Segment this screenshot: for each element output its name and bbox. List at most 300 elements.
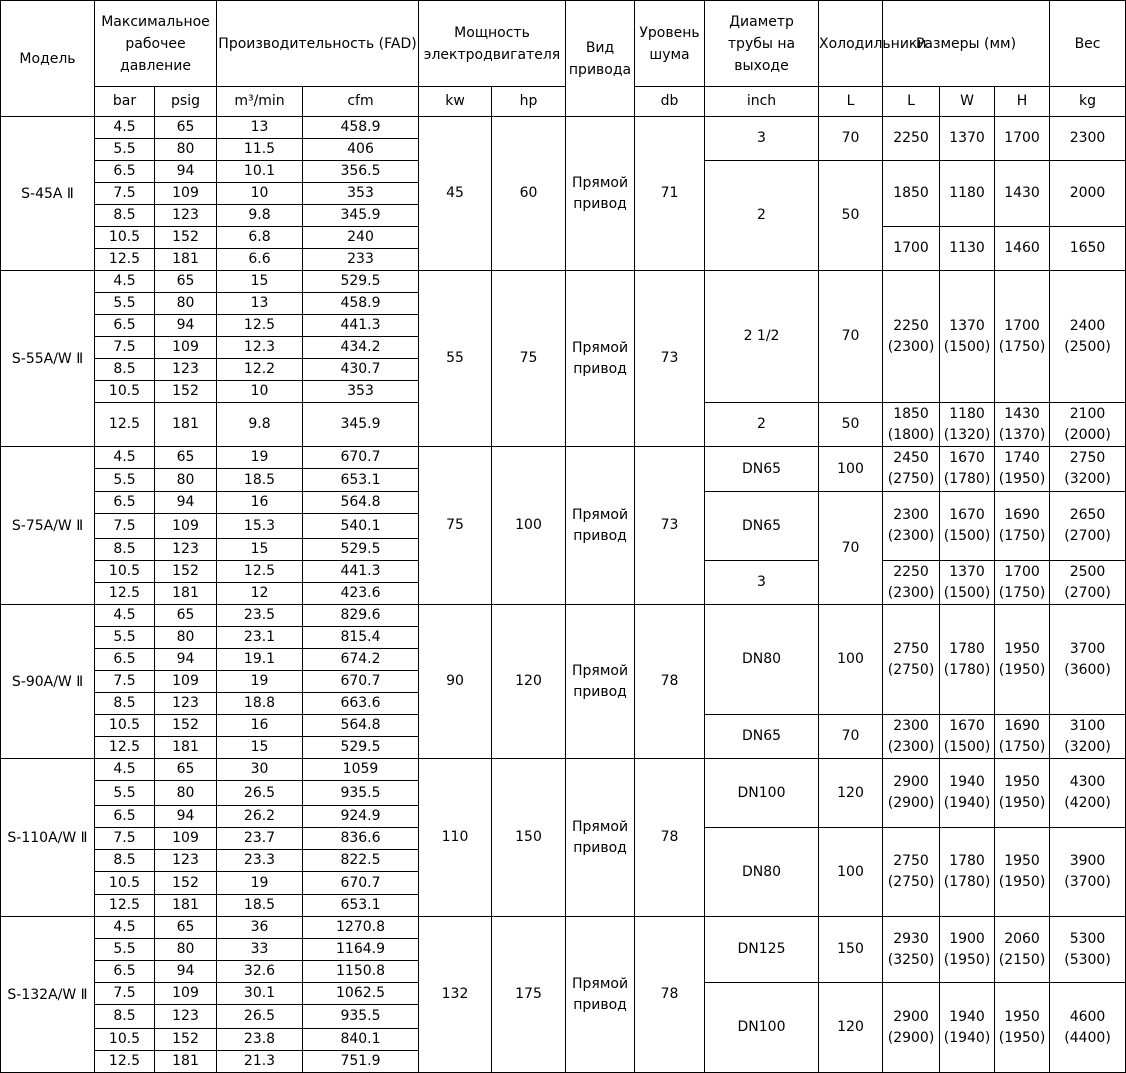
weight-kg-line: (4400) <box>1064 1029 1111 1046</box>
dim-length-line: 2900 <box>893 774 929 790</box>
fad-cfm: 836.6 <box>303 828 419 850</box>
pressure-bar: 4.5 <box>95 917 155 939</box>
fad-m3min: 26.5 <box>217 781 303 806</box>
pressure-psig: 123 <box>155 539 217 561</box>
pressure-bar: 4.5 <box>95 447 155 469</box>
dim-width <box>940 917 995 983</box>
pressure-bar: 12.5 <box>95 737 155 759</box>
pressure-bar: 5.5 <box>95 781 155 806</box>
header-coolers: Холодильники <box>819 1 883 87</box>
model-name: S-110A/W Ⅱ <box>1 759 95 917</box>
header-noise: Уровень шума <box>635 1 705 87</box>
dim-width-line: (1500) <box>943 338 991 355</box>
outlet-pipe: DN80 <box>705 828 819 917</box>
fad-m3min: 19 <box>217 447 303 469</box>
pressure-psig: 80 <box>155 627 217 649</box>
pressure-psig: 94 <box>155 315 217 337</box>
fad-m3min: 15 <box>217 271 303 293</box>
pressure-psig: 65 <box>155 117 217 139</box>
fad-m3min: 15.3 <box>217 514 303 539</box>
table-row <box>1 605 1126 627</box>
fad-cfm: 458.9 <box>303 117 419 139</box>
pressure-psig: 152 <box>155 381 217 403</box>
pressure-bar: 6.5 <box>95 961 155 983</box>
fad-cfm: 529.5 <box>303 271 419 293</box>
dim-height <box>995 759 1050 828</box>
pressure-psig: 123 <box>155 1005 217 1029</box>
dim-width-line: (1500) <box>943 738 991 755</box>
outlet-pipe: 3 <box>705 561 819 605</box>
unit-kg: kg <box>1050 87 1126 117</box>
weight-kg <box>1050 561 1126 605</box>
unit-cfm: cfm <box>303 87 419 117</box>
unit-length: L <box>883 87 940 117</box>
dim-height <box>995 917 1050 983</box>
cooler-volume: 50 <box>819 161 883 271</box>
noise-db: 71 <box>635 117 705 271</box>
fad-m3min: 30 <box>217 759 303 781</box>
pressure-psig: 80 <box>155 139 217 161</box>
cooler-volume: 70 <box>819 271 883 403</box>
cooler-volume: 120 <box>819 759 883 828</box>
pressure-psig: 123 <box>155 693 217 715</box>
fad-m3min: 9.8 <box>217 403 303 447</box>
dim-length <box>883 605 940 715</box>
dim-width-line: 1670 <box>949 450 985 466</box>
pressure-bar: 7.5 <box>95 983 155 1005</box>
weight-kg-line: 4300 <box>1069 774 1106 790</box>
fad-cfm: 935.5 <box>303 1005 419 1029</box>
dim-width <box>940 227 995 271</box>
pressure-psig: 109 <box>155 983 217 1005</box>
dim-height-line: 2060 <box>1004 930 1040 947</box>
fad-cfm: 353 <box>303 183 419 205</box>
fad-cfm: 670.7 <box>303 872 419 895</box>
motor-kw: 45 <box>419 117 492 271</box>
fad-cfm: 1150.8 <box>303 961 419 983</box>
noise-db: 78 <box>635 917 705 1073</box>
dim-length-line: 1850 <box>893 185 929 201</box>
fad-m3min: 23.5 <box>217 605 303 627</box>
pressure-psig: 152 <box>155 227 217 249</box>
fad-cfm: 356.5 <box>303 161 419 183</box>
dim-width-line: 1670 <box>949 717 985 734</box>
model-name: S-55A/W Ⅱ <box>1 271 95 447</box>
unit-psig: psig <box>155 87 217 117</box>
pressure-bar: 10.5 <box>95 561 155 583</box>
dim-width <box>940 492 995 561</box>
weight-kg <box>1050 161 1126 227</box>
pressure-bar: 8.5 <box>95 693 155 715</box>
weight-kg-line: 5300 <box>1069 930 1106 947</box>
table-row <box>1 117 1126 139</box>
dim-height-line: 1430 <box>1004 185 1040 201</box>
weight-kg-line: (3200) <box>1064 738 1111 755</box>
dim-width <box>940 828 995 917</box>
dim-height-line: 1950 <box>1004 853 1040 869</box>
dim-width <box>940 447 995 492</box>
weight-kg-line: 4600 <box>1069 1008 1106 1025</box>
pressure-bar: 5.5 <box>95 293 155 315</box>
weight-kg-line: (2700) <box>1064 528 1111 544</box>
fad-cfm: 441.3 <box>303 315 419 337</box>
motor-kw: 132 <box>419 917 492 1073</box>
weight-kg-line: 2000 <box>1069 185 1106 201</box>
cooler-volume: 120 <box>819 983 883 1073</box>
dim-width-line: 1370 <box>949 317 985 334</box>
weight-kg-line: 2300 <box>1069 130 1106 146</box>
pressure-psig: 80 <box>155 293 217 315</box>
pressure-psig: 94 <box>155 161 217 183</box>
pressure-bar: 8.5 <box>95 205 155 227</box>
pressure-psig: 80 <box>155 939 217 961</box>
dim-length-line: 2250 <box>893 563 929 580</box>
pressure-bar: 4.5 <box>95 759 155 781</box>
pressure-bar: 8.5 <box>95 359 155 381</box>
dim-length-line: 1700 <box>893 240 929 256</box>
fad-cfm: 674.2 <box>303 649 419 671</box>
header-power: Мощность электродвигателя <box>419 1 566 87</box>
weight-kg-line: (3700) <box>1064 874 1111 890</box>
outlet-pipe: 3 <box>705 117 819 161</box>
motor-kw: 110 <box>419 759 492 917</box>
dim-height-line: (1950) <box>998 661 1046 678</box>
outlet-pipe: 2 1/2 <box>705 271 819 403</box>
dim-height-line: 1690 <box>1004 507 1040 523</box>
pressure-psig: 94 <box>155 492 217 514</box>
pressure-bar: 7.5 <box>95 671 155 693</box>
fad-m3min: 18.5 <box>217 469 303 492</box>
fad-m3min: 16 <box>217 492 303 514</box>
drive-type: Прямой привод <box>566 917 635 1073</box>
dim-length-line: 2250 <box>893 130 929 146</box>
dim-height <box>995 715 1050 759</box>
pressure-psig: 109 <box>155 671 217 693</box>
weight-kg <box>1050 227 1126 271</box>
dim-height <box>995 161 1050 227</box>
outlet-pipe: DN80 <box>705 605 819 715</box>
fad-m3min: 6.8 <box>217 227 303 249</box>
fad-m3min: 10.1 <box>217 161 303 183</box>
fad-m3min: 23.1 <box>217 627 303 649</box>
fad-m3min: 33 <box>217 939 303 961</box>
dim-length <box>883 917 940 983</box>
dim-length-line: (2300) <box>887 738 935 755</box>
fad-cfm: 935.5 <box>303 781 419 806</box>
pressure-psig: 65 <box>155 605 217 627</box>
unit-hp: hp <box>492 87 566 117</box>
dim-height-line: 1430 <box>1004 405 1040 422</box>
dim-length-line: (2900) <box>887 1029 935 1046</box>
drive-type: Прямой привод <box>566 271 635 447</box>
cooler-volume: 100 <box>819 828 883 917</box>
fad-m3min: 12 <box>217 583 303 605</box>
fad-cfm: 924.9 <box>303 806 419 828</box>
weight-kg-line: 2650 <box>1069 507 1106 523</box>
pressure-psig: 109 <box>155 828 217 850</box>
dim-length <box>883 227 940 271</box>
pressure-bar: 6.5 <box>95 492 155 514</box>
pressure-psig: 109 <box>155 337 217 359</box>
pressure-bar: 6.5 <box>95 806 155 828</box>
pressure-bar: 10.5 <box>95 227 155 249</box>
pressure-bar: 4.5 <box>95 117 155 139</box>
dim-length-line: 2450 <box>893 450 929 466</box>
fad-m3min: 9.8 <box>217 205 303 227</box>
fad-cfm: 233 <box>303 249 419 271</box>
dim-height <box>995 447 1050 492</box>
fad-m3min: 13 <box>217 117 303 139</box>
fad-m3min: 36 <box>217 917 303 939</box>
weight-kg <box>1050 117 1126 161</box>
dim-height-line: 1950 <box>1004 774 1040 790</box>
fad-cfm: 1062.5 <box>303 983 419 1005</box>
dim-height-line: (1750) <box>998 528 1046 544</box>
unit-height: H <box>995 87 1050 117</box>
pressure-psig: 181 <box>155 583 217 605</box>
dim-height-line: 1950 <box>1004 640 1040 657</box>
weight-kg-line: (3200) <box>1064 471 1111 487</box>
header-fad: Производительность (FAD) <box>217 1 419 87</box>
pressure-psig: 109 <box>155 514 217 539</box>
table-row <box>1 271 1126 293</box>
dim-width-line: 1370 <box>949 130 985 146</box>
unit-cooler-l: L <box>819 87 883 117</box>
weight-kg-line: 2400 <box>1069 317 1106 334</box>
dim-height <box>995 828 1050 917</box>
weight-kg <box>1050 983 1126 1073</box>
fad-cfm: 345.9 <box>303 403 419 447</box>
header-pressure: Максимальное рабочее давление <box>95 1 217 87</box>
dim-width-line: (1940) <box>943 795 991 811</box>
header-row <box>1 1 1126 87</box>
unit-kw: kw <box>419 87 492 117</box>
fad-m3min: 16 <box>217 715 303 737</box>
pressure-bar: 6.5 <box>95 649 155 671</box>
weight-kg <box>1050 403 1126 447</box>
weight-kg-line: 3100 <box>1069 717 1106 734</box>
dim-length <box>883 983 940 1073</box>
fad-m3min: 19 <box>217 872 303 895</box>
fad-cfm: 423.6 <box>303 583 419 605</box>
pressure-psig: 152 <box>155 1029 217 1051</box>
weight-kg-line: 2750 <box>1069 450 1106 466</box>
outlet-pipe: DN65 <box>705 715 819 759</box>
dim-height-line: 1740 <box>1004 450 1040 466</box>
dim-height-line: 1460 <box>1004 240 1040 256</box>
dim-length <box>883 117 940 161</box>
weight-kg <box>1050 447 1126 492</box>
dim-width <box>940 403 995 447</box>
pressure-psig: 123 <box>155 359 217 381</box>
motor-hp: 150 <box>492 759 566 917</box>
weight-kg <box>1050 492 1126 561</box>
unit-db: db <box>635 87 705 117</box>
dim-height-line: (1750) <box>998 338 1046 355</box>
dim-height-line: 1700 <box>1004 130 1040 146</box>
fad-m3min: 12.3 <box>217 337 303 359</box>
dim-width <box>940 715 995 759</box>
unit-inch: inch <box>705 87 819 117</box>
fad-cfm: 434.2 <box>303 337 419 359</box>
dim-width-line: 1180 <box>949 405 985 422</box>
dim-height <box>995 561 1050 605</box>
pressure-psig: 94 <box>155 806 217 828</box>
fad-m3min: 23.8 <box>217 1029 303 1051</box>
dim-width <box>940 605 995 715</box>
dim-height-line: 1700 <box>1004 317 1040 334</box>
pressure-psig: 65 <box>155 917 217 939</box>
pressure-psig: 109 <box>155 183 217 205</box>
dim-length-line: 2300 <box>893 717 929 734</box>
fad-cfm: 441.3 <box>303 561 419 583</box>
noise-db: 73 <box>635 271 705 447</box>
weight-kg <box>1050 271 1126 403</box>
dim-width-line: 1180 <box>949 185 985 201</box>
weight-kg-line: (2700) <box>1064 584 1111 601</box>
dim-height-line: 1700 <box>1004 563 1040 580</box>
noise-db: 73 <box>635 447 705 605</box>
pressure-psig: 152 <box>155 872 217 895</box>
pressure-psig: 94 <box>155 961 217 983</box>
cooler-volume: 70 <box>819 492 883 605</box>
header-model: Модель <box>1 1 95 117</box>
dim-width-line: 1940 <box>949 1008 985 1025</box>
pressure-psig: 80 <box>155 469 217 492</box>
drive-type: Прямой привод <box>566 759 635 917</box>
pressure-psig: 181 <box>155 737 217 759</box>
fad-m3min: 23.3 <box>217 850 303 872</box>
dim-width-line: 1780 <box>949 853 985 869</box>
dim-height <box>995 117 1050 161</box>
pressure-bar: 7.5 <box>95 828 155 850</box>
dim-length-line: (2750) <box>887 874 935 890</box>
fad-m3min: 32.6 <box>217 961 303 983</box>
dim-width-line: (1500) <box>943 528 991 544</box>
fad-m3min: 19.1 <box>217 649 303 671</box>
cooler-volume: 150 <box>819 917 883 983</box>
dim-width-line: 1130 <box>949 240 985 256</box>
motor-kw: 75 <box>419 447 492 605</box>
pressure-psig: 181 <box>155 403 217 447</box>
dim-length-line: (2300) <box>887 338 935 355</box>
dim-height <box>995 271 1050 403</box>
pressure-bar: 4.5 <box>95 605 155 627</box>
dim-height-line: (2150) <box>998 951 1046 968</box>
fad-m3min: 12.5 <box>217 561 303 583</box>
dim-length-line: 1850 <box>893 405 929 422</box>
motor-hp: 75 <box>492 271 566 447</box>
fad-cfm: 564.8 <box>303 492 419 514</box>
weight-kg-line: 2500 <box>1069 563 1106 580</box>
dim-length-line: (3250) <box>887 951 935 968</box>
fad-cfm: 529.5 <box>303 737 419 759</box>
weight-kg-line: (4200) <box>1064 795 1111 811</box>
fad-m3min: 15 <box>217 539 303 561</box>
header-pipe: Диаметр трубы на выходе <box>705 1 819 87</box>
pressure-bar: 5.5 <box>95 139 155 161</box>
fad-cfm: 653.1 <box>303 469 419 492</box>
weight-kg-line: (3600) <box>1064 661 1111 678</box>
fad-m3min: 10 <box>217 183 303 205</box>
dim-length-line: (2750) <box>887 471 935 487</box>
cooler-volume: 50 <box>819 403 883 447</box>
dim-width <box>940 561 995 605</box>
model-name: S-90A/W Ⅱ <box>1 605 95 759</box>
dim-width-line: 1670 <box>949 507 985 523</box>
pressure-bar: 6.5 <box>95 315 155 337</box>
pressure-psig: 65 <box>155 271 217 293</box>
dim-length <box>883 759 940 828</box>
pressure-psig: 123 <box>155 850 217 872</box>
weight-kg <box>1050 605 1126 715</box>
outlet-pipe: DN65 <box>705 492 819 561</box>
fad-m3min: 19 <box>217 671 303 693</box>
dim-height-line: (1950) <box>998 1029 1046 1046</box>
fad-cfm: 1270.8 <box>303 917 419 939</box>
dim-width <box>940 759 995 828</box>
pressure-bar: 6.5 <box>95 161 155 183</box>
unit-bar: bar <box>95 87 155 117</box>
dim-height-line: (1750) <box>998 584 1046 601</box>
weight-kg <box>1050 917 1126 983</box>
fad-m3min: 13 <box>217 293 303 315</box>
fad-cfm: 458.9 <box>303 293 419 315</box>
dim-height <box>995 227 1050 271</box>
fad-m3min: 10 <box>217 381 303 403</box>
dim-length-line: (2900) <box>887 795 935 811</box>
dim-length <box>883 271 940 403</box>
fad-m3min: 15 <box>217 737 303 759</box>
dim-length-line: (2300) <box>887 584 935 601</box>
dim-width <box>940 983 995 1073</box>
dim-length <box>883 492 940 561</box>
dim-width-line: (1780) <box>943 661 991 678</box>
fad-m3min: 6.6 <box>217 249 303 271</box>
fad-cfm: 815.4 <box>303 627 419 649</box>
dim-length <box>883 828 940 917</box>
pressure-bar: 12.5 <box>95 403 155 447</box>
weight-kg-line: 3900 <box>1069 853 1106 869</box>
dim-width-line: (1320) <box>943 426 991 443</box>
pressure-bar: 12.5 <box>95 1051 155 1073</box>
motor-hp: 175 <box>492 917 566 1073</box>
dim-length-line: 2930 <box>893 930 929 947</box>
dim-length <box>883 715 940 759</box>
pressure-psig: 94 <box>155 649 217 671</box>
model-name: S-132A/W Ⅱ <box>1 917 95 1073</box>
unit-width: W <box>940 87 995 117</box>
pressure-psig: 65 <box>155 447 217 469</box>
motor-hp: 120 <box>492 605 566 759</box>
fad-m3min: 23.7 <box>217 828 303 850</box>
fad-cfm: 1059 <box>303 759 419 781</box>
table-row <box>1 917 1126 939</box>
dim-length-line: 2900 <box>893 1008 929 1025</box>
dim-length-line: 2750 <box>893 853 929 869</box>
fad-m3min: 12.2 <box>217 359 303 381</box>
weight-kg-line: (5300) <box>1064 951 1111 968</box>
unit-m3min: m³/min <box>217 87 303 117</box>
fad-cfm: 653.1 <box>303 895 419 917</box>
fad-cfm: 670.7 <box>303 671 419 693</box>
header-weight: Вес <box>1050 1 1126 87</box>
dim-width-line: (1780) <box>943 471 991 487</box>
fad-cfm: 430.7 <box>303 359 419 381</box>
weight-kg-line: 1650 <box>1069 240 1106 256</box>
dim-width <box>940 117 995 161</box>
dim-width-line: 1370 <box>949 563 985 580</box>
